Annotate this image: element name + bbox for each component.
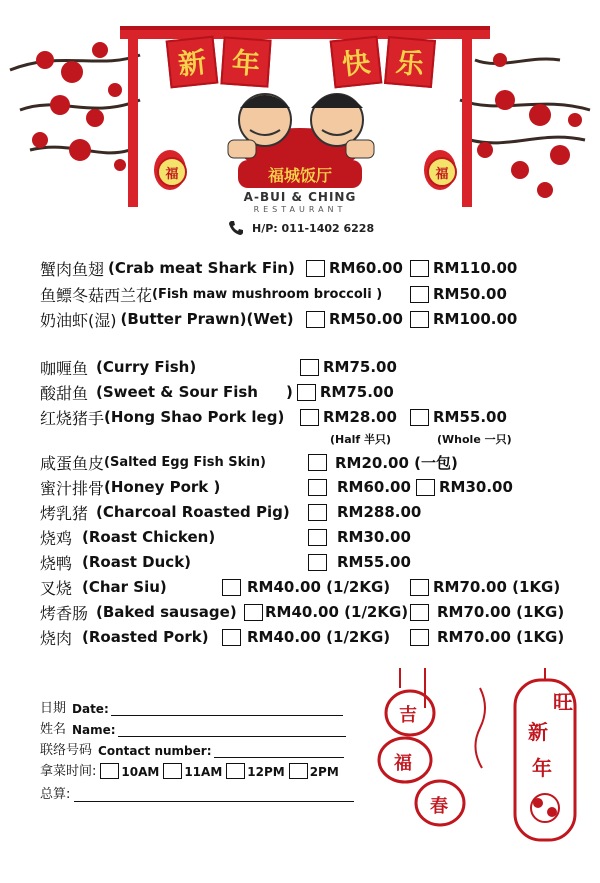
- price-option[interactable]: [306, 308, 403, 330]
- banner-tile-3: 快: [330, 36, 383, 89]
- item-name-cn: 鱼鳔冬菇西兰花: [40, 285, 153, 305]
- time-2pm: 2PM: [309, 765, 339, 779]
- price: RM100.00: [433, 310, 518, 328]
- item-name-cn: 烧鸡: [40, 528, 73, 548]
- price-option[interactable]: [308, 551, 411, 573]
- checkbox[interactable]: [308, 504, 327, 521]
- menu-item: [40, 526, 215, 548]
- item-name-en: (Roasted Pork): [82, 628, 209, 646]
- price: RM20.00 (一包): [335, 453, 458, 472]
- checkbox-10am[interactable]: [100, 763, 119, 779]
- fu-sign-left: 福: [157, 157, 187, 187]
- item-name-en: (Char Siu): [82, 578, 167, 596]
- price-option[interactable]: [410, 283, 507, 305]
- checkbox[interactable]: [222, 629, 241, 646]
- menu-item: [40, 308, 294, 330]
- menu-item: [40, 551, 191, 573]
- item-name-cn: 红烧猪手: [40, 408, 105, 428]
- time-12pm: 12PM: [247, 765, 285, 779]
- right-pillar: [462, 32, 472, 207]
- banner-tile-4: 乐: [384, 36, 436, 88]
- item-name-en: (Roast Chicken): [82, 528, 216, 546]
- item-name-cn: 奶油虾(湿): [40, 310, 117, 330]
- item-name-cn: 咖喱鱼: [40, 358, 89, 378]
- menu-item: [40, 501, 290, 523]
- date-label: Date:: [72, 702, 109, 716]
- total-input-line[interactable]: [74, 788, 354, 802]
- price: RM70.00 (1KG): [437, 603, 565, 621]
- price-option[interactable]: [410, 626, 564, 648]
- checkbox[interactable]: [244, 604, 263, 621]
- banner-tile-1: 新: [166, 36, 219, 89]
- half-note: (Half 半只): [330, 433, 392, 446]
- price: RM40.00 (1/2KG): [247, 578, 391, 596]
- item-name-en: (Salted Egg Fish Skin): [104, 454, 266, 470]
- item-name-cn: 叉烧: [40, 578, 73, 598]
- checkbox[interactable]: [308, 454, 327, 471]
- price: RM70.00 (1KG): [433, 578, 561, 596]
- menu-item: [40, 476, 220, 498]
- checkbox[interactable]: [306, 260, 325, 277]
- price: RM60.00: [337, 478, 411, 496]
- checkbox[interactable]: [410, 311, 429, 328]
- price-option[interactable]: [410, 601, 564, 623]
- banner-tile-2: 年: [220, 36, 271, 87]
- time-11am: 11AM: [184, 765, 223, 779]
- item-name-cn: 蟹肉鱼翅: [40, 259, 105, 279]
- phone-icon: [228, 220, 244, 236]
- price: RM30.00: [337, 528, 411, 546]
- checkbox[interactable]: [416, 479, 435, 496]
- left-pillar: [128, 32, 138, 207]
- item-name-en: (Butter Prawn)(Wet): [120, 310, 294, 328]
- item-name-en: (Fish maw mushroom broccoli ): [152, 286, 383, 302]
- restaurant-name: A-BUI & CHING: [243, 190, 357, 204]
- total-label-cn: 总算:: [40, 787, 71, 802]
- checkbox[interactable]: [300, 359, 319, 376]
- right-branch: [460, 59, 590, 143]
- menu-item: [40, 381, 258, 403]
- pickup-label-cn: 拿菜时间:: [40, 764, 97, 779]
- item-name-cn: 酸甜鱼: [40, 383, 89, 403]
- menu-item: [40, 576, 167, 598]
- big-lantern-char-3: 年: [532, 756, 552, 780]
- checkbox[interactable]: [410, 409, 429, 426]
- menu-item: [40, 257, 295, 279]
- item-name-cn: 蜜汁排骨: [40, 478, 105, 498]
- checkbox[interactable]: [410, 260, 429, 277]
- price: RM288.00: [337, 503, 422, 521]
- checkbox[interactable]: [297, 384, 316, 401]
- price-option[interactable]: [244, 601, 408, 623]
- checkbox[interactable]: [300, 409, 319, 426]
- checkbox[interactable]: [410, 286, 429, 303]
- time-10am: 10AM: [121, 765, 160, 779]
- menu-item: [40, 626, 209, 648]
- price: RM55.00: [337, 553, 411, 571]
- total-field[interactable]: [40, 784, 354, 802]
- item-name-en: (Sweet & Sour Fish: [96, 383, 258, 401]
- price: RM110.00: [433, 259, 518, 277]
- checkbox[interactable]: [410, 629, 429, 646]
- price: RM50.00: [329, 310, 403, 328]
- date-input-line[interactable]: [111, 702, 343, 716]
- header: [0, 0, 600, 250]
- menu-item: [40, 406, 284, 428]
- checkbox[interactable]: [308, 554, 327, 571]
- fu-sign-right: 福: [427, 157, 457, 187]
- price: RM60.00: [329, 259, 403, 277]
- price-option[interactable]: [308, 501, 421, 523]
- checkbox[interactable]: [222, 579, 241, 596]
- big-lantern-char-1: 旺: [553, 690, 573, 714]
- price: RM40.00 (1/2KG): [247, 628, 391, 646]
- price-option[interactable]: [416, 476, 513, 498]
- contact-input-line[interactable]: [214, 744, 344, 758]
- item-name-en: (Curry Fish): [96, 358, 197, 376]
- checkbox-2pm[interactable]: [289, 763, 308, 779]
- date-field[interactable]: [40, 698, 343, 716]
- phone-number: H/P: 011-1402 6228: [252, 221, 375, 235]
- price-option[interactable]: [286, 381, 394, 403]
- item-name-en: (Roast Duck): [82, 553, 192, 571]
- price-option[interactable]: [308, 526, 411, 548]
- menu-item: [40, 451, 266, 473]
- price-option[interactable]: [222, 626, 390, 648]
- lantern-char-2: 福: [394, 753, 412, 774]
- price: RM50.00: [433, 285, 507, 303]
- name-label-cn: 姓名: [40, 722, 67, 737]
- whole-note: (Whole 一只): [437, 433, 512, 446]
- phone-line: [228, 220, 374, 236]
- price-option[interactable]: [410, 576, 560, 598]
- price: RM70.00 (1KG): [437, 628, 565, 646]
- checkbox[interactable]: [410, 604, 429, 621]
- price-option[interactable]: [308, 451, 458, 473]
- checkbox[interactable]: [306, 311, 325, 328]
- date-label-cn: 日期: [40, 701, 67, 716]
- price-option[interactable]: [308, 476, 411, 498]
- price-option[interactable]: [300, 406, 397, 428]
- item-name-cn: 烤香肠: [40, 603, 89, 623]
- paren: ): [286, 383, 293, 401]
- big-lantern-char-2: 新: [528, 720, 548, 744]
- item-name-cn: 咸蛋鱼皮: [40, 453, 105, 473]
- price: RM28.00: [323, 408, 397, 426]
- item-name-en: (Baked sausage): [96, 603, 237, 621]
- name-field[interactable]: [40, 719, 346, 737]
- checkbox[interactable]: [308, 479, 327, 496]
- menu-item: [40, 601, 237, 623]
- top-beam: [120, 30, 490, 39]
- item-name-en: (Honey Pork ): [104, 478, 221, 496]
- price-option[interactable]: [306, 257, 403, 279]
- name-label: Name:: [72, 723, 116, 737]
- restaurant-name-cn: 福城饭厅: [238, 160, 362, 188]
- checkbox-12pm[interactable]: [226, 763, 245, 779]
- price: RM75.00: [319, 383, 394, 401]
- contact-field[interactable]: [40, 740, 344, 758]
- price: RM30.00: [439, 478, 513, 496]
- price-option[interactable]: [410, 257, 517, 279]
- contact-label: Contact number:: [98, 744, 212, 758]
- price-option[interactable]: [410, 406, 507, 428]
- checkbox[interactable]: [410, 579, 429, 596]
- lantern-char-3: 春: [430, 796, 448, 817]
- item-name-en: (Crab meat Shark Fin): [108, 259, 295, 277]
- checkbox[interactable]: [308, 529, 327, 546]
- contact-label-cn: 联络号码: [40, 743, 93, 758]
- menu-item: [40, 356, 196, 378]
- name-input-line[interactable]: [118, 723, 346, 737]
- price-option[interactable]: [410, 308, 517, 330]
- checkbox-11am[interactable]: [163, 763, 182, 779]
- item-name-en: (Hong Shao Pork leg): [104, 408, 285, 426]
- item-name-cn: 烧肉: [40, 628, 73, 648]
- price-option[interactable]: [300, 356, 397, 378]
- lantern-char-1: 吉: [399, 705, 417, 726]
- item-name-cn: 烧鸭: [40, 553, 73, 573]
- restaurant-subtitle: RESTAURANT: [253, 205, 347, 214]
- price-option[interactable]: [222, 576, 390, 598]
- price: RM75.00: [323, 358, 397, 376]
- item-name-en: (Charcoal Roasted Pig): [96, 503, 290, 521]
- menu-item: [40, 283, 382, 305]
- item-name-cn: 烤乳猪: [40, 503, 89, 523]
- pickup-time-field: [40, 761, 339, 779]
- price: RM55.00: [433, 408, 507, 426]
- price: RM40.00 (1/2KG): [265, 603, 409, 621]
